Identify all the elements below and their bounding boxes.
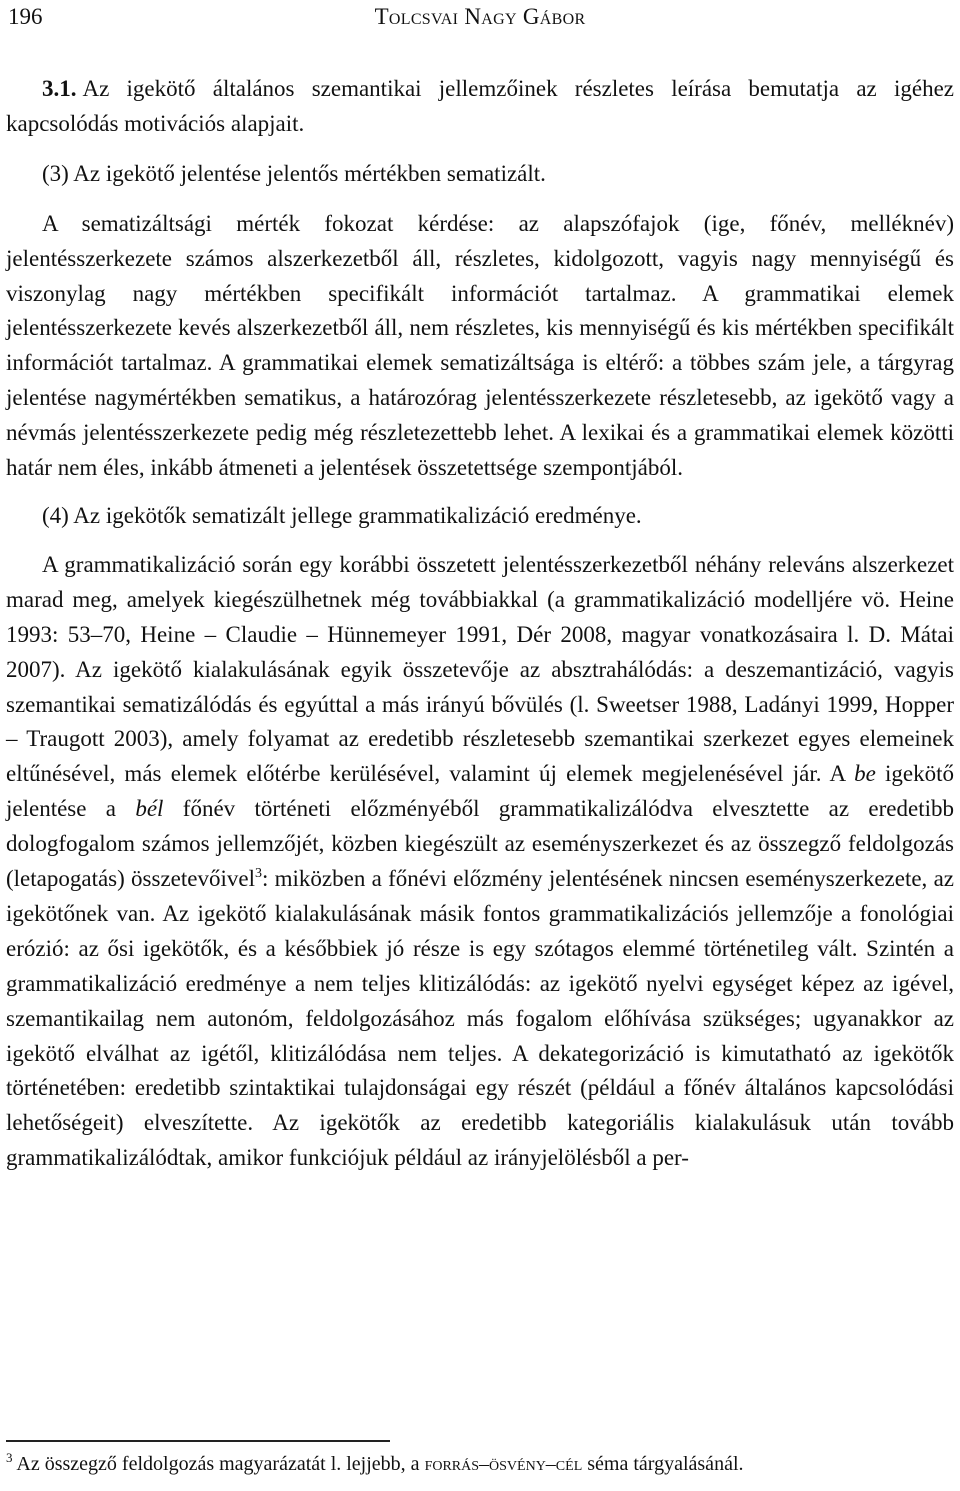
page-number: 196 bbox=[8, 4, 43, 29]
paragraph-2-part-1: A grammatikalizáció során egy korábbi összetett jelentésszerkezetből néhány releváns alszerkezet marad meg, amelyek kiegészülhetnek még továbbiakkal (a grammatikalizáció modelljére vö. Heine 1993: 53–70, Heine – Claudie – Hünnemeyer 1991, Dér 2008, magyar vonatkozásaira l. D. Mátai 2007). Az igekötő kialakulásának egyik összetevője az absztrahálódás: a deszemantizáció, vagyis szemantikai sematizálódás és egyúttal a más irányú bővülés (l. Sweetser 1988, Ladányi 1999, Hopper – Traugott 2003), amely folyamat az eredetibb részletesebb szemantikai szerkezet egyes elemeinek eltűnésével, más elemek előtérbe kerülésével, valamint új elemek megjelenésével jár. A bbox=[6, 551, 954, 787]
italic-term-bel: bél bbox=[135, 796, 164, 822]
footnote-schema-name: forrás–ösvény–cél bbox=[424, 1453, 583, 1475]
thesis-4: (4) Az igekötők sematizált jellege grammatikalizáció eredménye. bbox=[42, 502, 642, 528]
thesis-3: (3) Az igekötő jelentése jelentős mértékben sematizált. bbox=[42, 160, 546, 186]
page-header bbox=[8, 2, 952, 36]
paragraph-2 bbox=[6, 548, 954, 1176]
section-number: 3.1. bbox=[42, 76, 77, 101]
footnote-text-after: séma tárgyalásánál. bbox=[582, 1453, 744, 1475]
paragraph-2-part-4: : miközben a főnévi előzmény jelentésének nincsen eseményszerkezete, az igekötőnek van. Az igekötő kialakulásának másik fontos grammatikalizációs jellemzője a fonológiai erózió: az ősi igekötők, és a későbbiek jó része is egy szótagos elemmé történetileg vált. Szintén a grammatikalizáció eredménye a nem teljes klitizálódás: az igekötő nyelvi egységet képez az igével, szemantikailag nem autonóm, feldolgozásához más fogalom előhívása szükséges; ugyanakkor az igekötő elválhat az igétől, klitizálódása nem teljes. A dekategorizáció is kimutatható az igekötők történetében: eredetibb szintaktikai tulajdonságai egy részét (például a főnév általános kapcsolódási lehetőségeit) elveszítette. Az igekötők az eredetibb kategoriális kialakulásuk után tovább grammatikalizálódtak, amikor funkciójuk például az irányjelölésből a per- bbox=[6, 866, 954, 1171]
body-text bbox=[6, 72, 954, 1176]
paragraph-2-part-3: főnév történeti előzményéből grammatikalizálódva elvesztette az eredetibb dologfogalom számos jellemzőjét, közben kiegészült az eseményszerkezet és az összegző feldolgozás (letapogatás) összetevőivel bbox=[6, 796, 954, 892]
section-title: Az igekötő általános szemantikai jellemzőinek részletes leírása bemutatja az igéhez kapcsolódás motivációs alapjait. bbox=[6, 76, 954, 136]
paragraph-1: A sematizáltsági mérték fokozat kérdése: az alapszófajok (ige, főnév, melléknév) jelentésszerkezete számos alszerkezetből áll, részletes, kidolgozott, vagyis nagy mennyiségű és viszonylag nagy mértékben specifikált információt tartalmaz. A grammatikai elemek jelentésszerkezete kevés alszerkezetből áll, nem részletes, kis mennyiségű és kis mértékben specifikált információt tartalmaz. A grammatikai elemek sematizáltsága is eltérő: a többes szám jele, a tárgyrag jelentése nagymértékben sematikus, a határozórag jelentésszerkezete részletesebb, az igekötő vagy a névmás jelentésszerkezete pedig még részletezettebb lehet. A lexikai és a grammatikai elemek közötti határ nem éles, inkább átmeneti a jelentések összetettsége szempontjából. bbox=[6, 210, 954, 481]
paragraph-2-part-2: igekötő jelentése a bbox=[6, 761, 954, 822]
running-head: Tolcsvai Nagy Gábor bbox=[374, 4, 586, 29]
footnote-number: 3 bbox=[6, 1450, 13, 1465]
footnote-divider bbox=[6, 1440, 390, 1442]
footnote-reference[interactable]: 3 bbox=[254, 866, 262, 882]
italic-term-be: be bbox=[854, 761, 876, 787]
section-heading bbox=[6, 72, 954, 142]
footnote-text-before: Az összegző feldolgozás magyarázatát l. lejjebb, a bbox=[12, 1453, 425, 1475]
footnote bbox=[6, 1450, 954, 1478]
